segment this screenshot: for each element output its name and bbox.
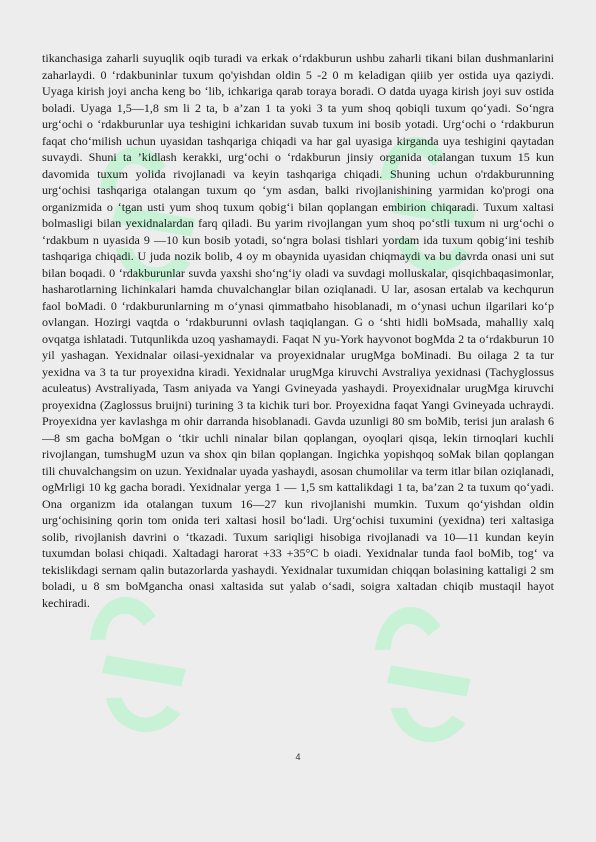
page-number: 4 xyxy=(295,752,301,762)
body-text-block xyxy=(42,50,554,611)
body-paragraph: tikanchasiga zaharli suyuqlik oqib turadi va erkak o‘rdakburun ushbu zaharli tikani bilan dushmanlarini zaharlaydi. 0 ‘rdakbuninlar tuxum qo'yishdan oldin 5 -2 0 m keladigan qiiib yer ostida uya qaziydi. Uyaga kirish joyi ancha keng bo ‘lib, ichkariga qarab toraya boradi. O datda uyaga kirish joyi suv ostida boladi. Uyaga 1,5—1,8 sm li 2 ta, b a’zan 1 ta yoki 3 ta yum shoq qobiqli tuxum qo‘yadi. So‘ngra urg‘ochi o ‘rdakburunlar uya teshigini ichkaridan suvab tuxum ini bosib yotadi. Urg‘ochi o ‘rdakburun faqat cho‘milish uchun uyasidan tashqariga chiqadi va har gal uyasiga kirganda uya teshigini qaytadan suvaydi. Shuni ta ’kidlash kerakki, urg‘ochi o ‘rdakburun jinsiy organida otalangan tuxum 15 kun davomida tuxum yolida rivojlanadi va keyin tashqariga chiqadi. Shuning uchun o'rdakburunning urg‘ochisi tashqariga otalangan tuxum qo ‘ym asdan, balki rivojlanishining yarmidan ko'progi ona organizmida o ‘tgan usti yum shoq tuxum qobig‘i bilan qoplangan embirion chiqaradi. Tuxum xaltasi bolmasligi bilan yexidnalardan farq qiladi. Bu yarim rivojlangan yum shoq po‘stli tuxum ni urg‘ochi o ‘rdakbum n uyasida 9 —10 kun bosib yotadi, so‘ngra bolasi tishlari yordam ida tuxum qobig‘ini teshib tashqariga chiqadi. U juda nozik bolib, 4 oy m obaynida uyasidan chiqmaydi va bu davrda onasi uni sut bilan boqadi. 0 ‘rdakburunlar suvda yaxshi sho‘ng‘iy oladi va suvdagi molluskalar, qisqichbaqasimonlar, hasharotlarning lichinkalari hamda chuvalchanglar bilan oziqlanadi. U lar, asosan ertalab va kechqurun faol boMadi. 0 ‘rdakburunlarning m o‘ynasi qimmatbaho hisoblanadi, m o‘ynasi uchun ilgarilari ko‘p ovlangan. Hozirgi vaqtda o ‘rdakburunni ovlash taqiqlangan. G o ‘shti hidli boMsada, mahalliy xalq ovqatga ishlatadi. Tutqunlikda uzoq yashamaydi. Faqat N yu-York hayvonot bogMda 2 ta o‘rdakburun 10 yil yashagan. Yexidnalar oilasi-yexidnalar va proyexidnalar urugMga boMinadi. Bu oilaga 2 ta tur yexidna va 3 ta tur proyexidna kiradi. Yexidnalar urugMga kiruvchi Avstraliya yexidnasi (Tachyglossus aculeatus) Avstraliyada, Tasm aniyada va Yangi Gvineyada yashaydi. Proyexidnalar urugMga kiruvchi proyexidna (Zaglossus bruijni) turining 3 ta kichik turi bor. Proyexidna faqat Yangi Gvineyada uchraydi. Proyexidna yer kavlashga m ohir darranda hisoblanadi. Gavda uzunligi 80 sm boMib, terisi jun aralash 6—8 sm gacha boMgan o ‘tkir uchli ninalar bilan qoplangan, oyoqlari qisqa, lekin tirnoqlari kuchli rivojlangan, tumshugM uzun va shox qin bilan qoplangan. Ingichka yopishqoq soMak bilan qoplangan tili chuvalchangsim on uzun. Yexidnalar uyada yashaydi, asosan chumolilar va term itlar bilan oziqlanadi, ogMrligi 10 kg gacha boradi. Yexidnalar yerga 1 — 1,5 sm kattalikdagi 1 ta, ba’zan 2 ta tuxum qo‘yadi. Ona organizm ida otalangan tuxum 16—27 kun rivojlanishi mumkin. Tuxum qo‘yishdan oldin urg‘ochisining qorin tom onida teri xaltasi hosil bo‘ladi. Urg‘ochisi tuxumini (yexidna) teri xaltasiga solib, rivojlanish davrini o ‘tkazadi. Tuxum sariqligi hisobiga rivojlanadi va 10—11 kundan keyin tuxumdan bolasi chiqadi. Xaltadagi harorat +33 +35°C b oiadi. Yexidnalar tunda faol boMib, tog‘ va tekislikdagi sernam qalin butazorlarda yashaydi. Yexidnalar tuxumidan chiqqan bolasining kattaligi 2 sm boladi, u 8 sm boMgancha onasi xaltasida sut yalab o‘sadi, soigra xaltadan chiqib mustaqil hayot kechiradi. xyxy=(42,51,554,610)
watermark-mark xyxy=(360,594,487,753)
